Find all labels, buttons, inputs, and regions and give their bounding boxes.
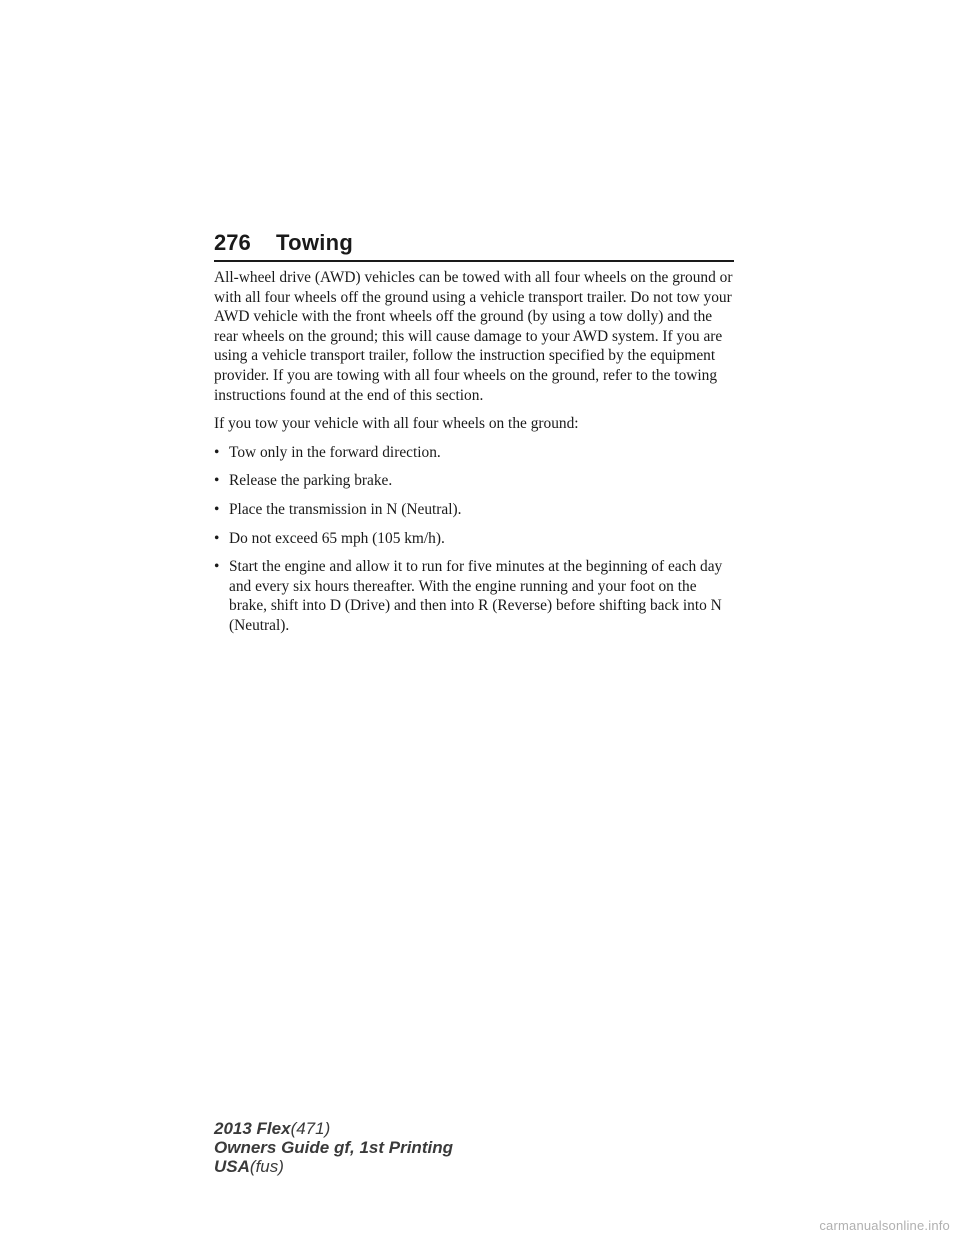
- footer-model: 2013 Flex: [214, 1119, 291, 1138]
- list-item-text: Place the transmission in N (Neutral).: [229, 500, 462, 518]
- list-item: [214, 443, 734, 463]
- list-item: [214, 557, 734, 635]
- bullet-icon: •: [214, 529, 220, 547]
- intro-paragraph: All-wheel drive (AWD) vehicles can be towed with all four wheels on the ground or with all four wheels off the ground using a vehicle transport trailer. Do not tow your AWD vehicle with the front wheels off the ground (by using a tow dolly) and the rear wheels on the ground; this will cause damage to your AWD system. If you are using a vehicle transport trailer, follow the instruction specified by the equipment provider. If you are towing with all four wheels on the ground, refer to the towing instructions found at the end of this section.: [214, 269, 733, 404]
- footer-guide-edition: Owners Guide gf, 1st Printing: [214, 1138, 453, 1157]
- footer-line-guide: [214, 1138, 453, 1157]
- list-item: [214, 471, 734, 491]
- bullet-icon: •: [214, 472, 220, 490]
- footer-model-code: (471): [290, 1119, 331, 1138]
- section-title: Towing: [276, 230, 354, 255]
- list-item: [214, 529, 734, 549]
- list-item-text: Do not exceed 65 mph (105 km/h).: [229, 529, 445, 547]
- header-divider: [214, 260, 734, 262]
- document-footer: [214, 1119, 453, 1176]
- page-content: [214, 268, 734, 645]
- list-item-text: Release the parking brake.: [229, 472, 393, 490]
- footer-line-model: [214, 1119, 453, 1138]
- footer-market: USA: [214, 1157, 250, 1176]
- page-header: [214, 228, 734, 262]
- list-item-text: Tow only in the forward direction.: [229, 443, 441, 461]
- towing-instructions-list: [214, 443, 734, 636]
- footer-market-code: (fus): [249, 1157, 284, 1176]
- bullet-icon: •: [214, 558, 220, 576]
- site-watermark: carmanualsonline.info: [819, 1218, 950, 1233]
- page-number: 276: [214, 230, 251, 255]
- footer-line-market: [214, 1157, 453, 1176]
- instructions-lead-paragraph: If you tow your vehicle with all four wheels on the ground:: [214, 415, 579, 433]
- bullet-icon: •: [214, 500, 220, 518]
- list-item: [214, 500, 734, 520]
- bullet-icon: •: [214, 443, 220, 461]
- list-item-text: Start the engine and allow it to run for five minutes at the beginning of each day and every six hours thereafter. With the engine running and your foot on the brake, shift into D (Drive) and then into R (Reverse) before shifting back into N (Neutral).: [229, 558, 723, 634]
